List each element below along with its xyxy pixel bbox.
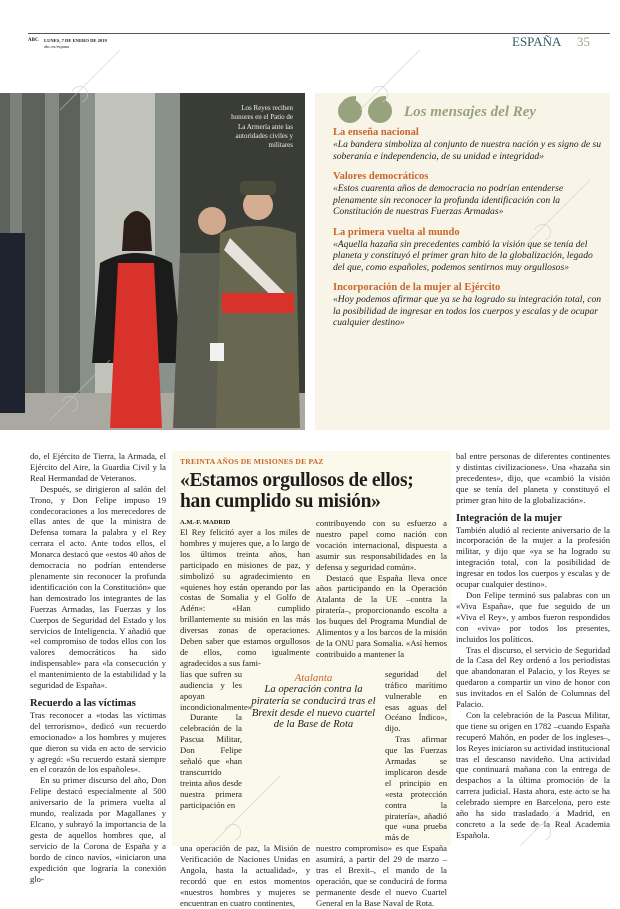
quote-heading: Incorporación de la mujer al Ejército	[333, 282, 501, 293]
quote-item	[333, 171, 605, 218]
pull-quote-title: Atalanta	[294, 671, 333, 684]
article-column-right-top	[316, 518, 447, 660]
article-row-bottom	[180, 843, 447, 908]
paragraph: bal entre personas de diferentes continentes y distintas civilizaciones». Una «hazaña sin precedentes», dijo, que «cambió la visión que se tenía del planeta y constituyó el primer gran hito de la globalización».	[456, 451, 610, 505]
article-row-top	[180, 518, 447, 669]
article-column-left-top	[180, 518, 310, 669]
subheading: Integración de la mujer	[456, 512, 562, 524]
quotes-title: Los mensajes del Rey	[404, 104, 537, 120]
paragraph: En su primer discurso del año, Don Felipe destacó especialmente al 500 aniversario de la primera vuelta al mundo, realizada por Magallanes y Elcano, y subrayó la importancia de la gesta de aquellos hombres que, al servicio de la Corona de España y a bordo de cinco navíos, «iniciaron una expedición que lograría la conexión glo-	[30, 775, 166, 884]
quotes-list	[333, 127, 605, 338]
paragraph: Tras afirmar que las Fuerzas Armadas se implicaron desde el principio en «esta protección contra la piratería», añadió que «una prueba más de	[385, 734, 447, 843]
pull-quote-text: La operación contra la piratería se conducirá tras el Brexit desde el nuevo cuartel de la Base de Rota	[251, 684, 376, 731]
paragraph: Durante la celebración de la Pascua Militar, Don Felipe señaló que «han transcurrido treinta años desde nuestra primera participación en	[180, 712, 242, 810]
article-column-right-narrow	[385, 669, 447, 844]
paper-name: ABC	[28, 38, 39, 43]
paragraph: También aludió al reciente aniversario de la incorporación de la mujer a la profesión militar, y dijo que «ya se ha logrado su integración total, con la posibilidad de ingresar en todos los cuerpos y escalas y de ocupar cualquier destino».	[456, 524, 610, 590]
paragraph: contribuyendo con su esfuerzo a nuestro papel como nación con vocación internacional, dispuesta a asumir sus responsabilidades en la defensa y seguridad común».	[316, 518, 447, 572]
column-4	[456, 451, 610, 841]
article-column-right-bottom	[316, 843, 447, 908]
quote-text: «La bandera simboliza al conjunto de nuestra nación y es signo de su soberanía e independencia, de su unidad e integridad»	[333, 139, 602, 162]
quote-mark-icon	[336, 96, 396, 124]
article-row-middle	[180, 669, 447, 844]
article-headline: «Estamos orgullosos de ellos; han cumplido su misión»	[180, 470, 414, 512]
date: LUNES, 7 DE ENERO DE 2019	[44, 38, 107, 43]
section-name: ESPAÑA	[512, 34, 562, 49]
paragraph: Con la celebración de la Pascua Militar, que tiene su origen en 1782 –cuando España recuperó Mahón, en poder de los ingleses–, los Reyes iniciaron su actividad institucional tras el descanso navideño. Una actividad que continuará mañana con la entrega de despachos a la última promoción de la carrera judicial. Hasta ahora, este acto se ha celebrado siempre en Barcelona, pero este año ha sido trasladado a Madrid, en concreto a la sede de la Real Academia Española.	[456, 709, 610, 840]
quote-item	[333, 127, 605, 162]
page-number: 35	[577, 34, 590, 49]
sidebar-article	[180, 457, 447, 909]
header-date	[44, 38, 107, 49]
byline: A.M.-F. MADRID	[180, 519, 231, 526]
paragraph: Tras reconocer a «todas las víctimas del terrorismo», dedicó «un recuerdo emocionado» a los hombres y mujeres que dieron su vida en acto de servicio y agregó: «Su recuerdo estará siempre en el corazón de los españoles».	[30, 709, 166, 775]
column-1	[30, 451, 166, 884]
site-link[interactable]: abc.es/espana	[44, 43, 70, 49]
paragraph: Don Felipe terminó sus palabras con un «Viva España», que fue seguido de un «Viva el Rey», y ambos fueron respondidos con «viva» por todos los presentes, incluidos los políticos.	[456, 589, 610, 644]
quote-item	[333, 282, 605, 329]
paragraph: Destacó que España lleva once años participando en la Operación Atalanta de la UE –contra la piratería–, proporcionando escolta a los buques del Programa Mundial de Alimentos y a los barcos de la misión de la ONU para Somalia. «Así hemos contribuido a mantener la	[316, 572, 447, 659]
article-column-left-narrow	[180, 668, 255, 811]
quote-text: «Aquella hazaña sin precedentes cambió la visión que se tenía del planeta y constituyó el primer gran hito de la globalización, legado del que, como españoles, podemos sentirnos muy orgullosos»	[333, 238, 593, 273]
paragraph: una operación de paz, la Misión de Verificación de Naciones Unidas en Angola, hasta la actualidad», y recordó que en estos momentos «nuestros hombres y mujeres se encuentran en cuatro continentes,	[180, 843, 310, 908]
quote-text: «Estos cuarenta años de democracia no podrían entenderse plenamente sin reconocer la profunda identificación con la Constitución de nuestras Fuerzas Armadas»	[333, 183, 564, 217]
paragraph: Tras el discurso, el servicio de Seguridad de la Casa del Rey ordenó a los periodistas que abandonaran el Palacio, y los Reyes se quedaron a compartir un vino de honor con sus invitados en el Salón de Columnas del Palacio.	[456, 644, 610, 710]
article-column-left-bottom	[180, 843, 310, 908]
article-kicker: TREINTA AÑOS DE MISIONES DE PAZ	[180, 457, 324, 466]
quote-heading: Valores democráticos	[333, 171, 429, 182]
quote-text: «Hoy podemos afirmar que ya se ha logrado su integración total, con la posibilidad de ingresar en todos los cuerpos y escalas y de ocupar cualquier destino»	[333, 294, 602, 328]
subheading: Recuerdo a las víctimas	[30, 697, 136, 709]
paragraph: lias que sufren su audiencia y les apoyan incondicionalmente».	[180, 668, 255, 712]
pull-quote	[248, 669, 380, 731]
quote-heading: La enseña nacional	[333, 127, 419, 138]
paragraph: nuestro compromiso» es que España asumirá, a partir del 29 de marzo –tras el Brexit–, el mando de la operación, que se conducirá de forma permanente desde el nuevo Cuartel General en la Base Naval de Rota.	[316, 843, 447, 908]
paragraph: El Rey felicitó ayer a los miles de hombres y mujeres que, a lo largo de los últimos treinta años, han participado en misiones de paz, y simbolizó su agradecimiento en «quienes hoy están operando por las costas de Somalia y el Golfo de Adén»: «Han cumplido brillantemente su misión en las más diversas zonas de operaciones. Deben saber que estamos orgullosos de ellos, como igualmente agradecidos a sus fami-	[180, 527, 310, 668]
photo-caption: Los Reyes reciben honores en el Patio de La Armería ante las autoridades civiles y militares	[231, 104, 293, 150]
quote-heading: La primera vuelta al mundo	[333, 226, 460, 238]
paragraph: do, el Ejército de Tierra, la Armada, el Ejército del Aire, la Guardia Civil y la Real Hermandad de Veteranos.	[30, 451, 166, 483]
paragraph: seguridad del tráfico marítimo vulnerable en esas aguas del Océano Índico», dijo.	[385, 668, 447, 734]
quote-item	[333, 227, 605, 274]
paragraph: Después, se dirigieron al salón del Trono, y Don Felipe impuso 19 condecoraciones a los merecedores de ellas antes de que la ministra de Defensa tomara la palabra y el Rey cerrara el acto. Ante todos ellos, el Monarca destacó que «estos 40 años de democracia no podrían entenderse plenamente sin reconocer la profunda identificación con la Constitución» que han demostrado los integrantes de las Fuerzas Armadas, las Fuerzas y los Cuerpos de Seguridad del Estado y los servicios de Inteligencia. Y añadió que «el compromiso de todos ellos con los valores democráticos ha sido indispensable» para «la consecución y el mantenimiento de la estabilidad y la seguridad de España».	[30, 483, 166, 691]
